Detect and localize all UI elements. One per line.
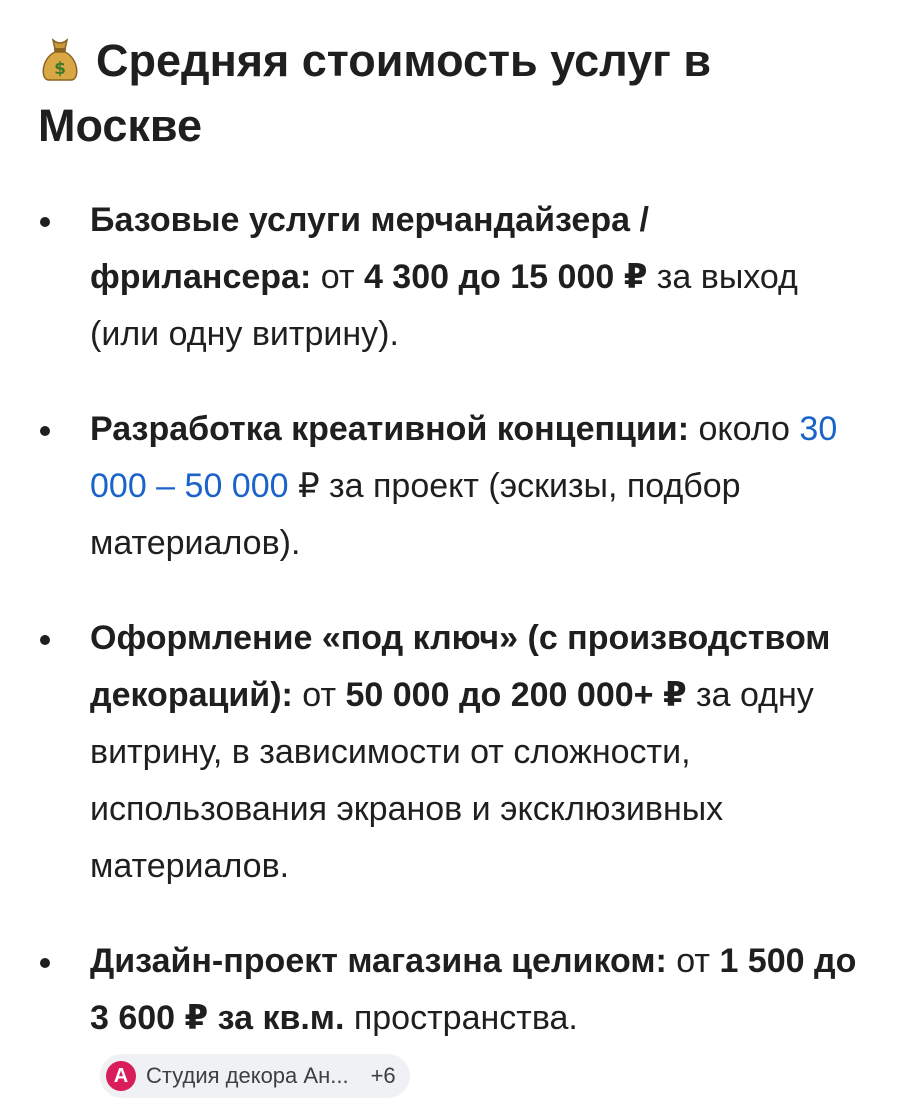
item-title: Разработка креативной концепции:	[90, 410, 690, 448]
source-chip-label: Студия декора Ан...	[146, 1063, 349, 1088]
bullet-dot	[40, 635, 50, 645]
list-item	[38, 610, 860, 895]
bullet-dot	[40, 958, 50, 968]
item-price: 4 300 до 15 000 ₽	[363, 258, 648, 296]
price-link[interactable]: 30 000 – 50 000	[90, 410, 838, 505]
list-item	[38, 192, 860, 363]
item-title: Базовые услуги мерчандайзера / фрилансера:	[90, 201, 649, 296]
price-list	[38, 192, 860, 1104]
item-price: 1 500 до 3 600 ₽ за кв.м.	[90, 942, 857, 1037]
heading-text: Средняя стоимость услуг в Москве	[38, 35, 712, 151]
section-heading	[38, 28, 798, 158]
list-item	[38, 933, 860, 1104]
money-bag-icon	[38, 36, 82, 82]
item-connector: около	[689, 410, 800, 448]
bullet-dot	[40, 426, 50, 436]
list-item	[38, 401, 860, 572]
svg-text:$: $	[54, 59, 66, 79]
item-price: 50 000 до 200 000+ ₽	[345, 676, 687, 714]
item-connector: от	[666, 942, 720, 980]
item-description: ₽ за проект (эскизы, подбор материалов).	[90, 467, 741, 562]
item-title: Дизайн-проект магазина целиком:	[90, 942, 667, 980]
item-description: за выход (или одну витрину).	[90, 258, 798, 353]
source-more-count: +6	[370, 1063, 396, 1088]
item-description: пространства.	[344, 999, 578, 1037]
source-logo-icon: А	[106, 1061, 136, 1091]
source-chip[interactable]	[100, 1054, 410, 1098]
bullet-dot	[40, 217, 50, 227]
item-connector: от	[311, 258, 364, 296]
item-description: за одну витрину, в зависимости от сложности, использования экранов и эксклюзивных материалов.	[90, 676, 814, 885]
item-title: Оформление «под ключ» (с производством декораций):	[90, 619, 831, 714]
item-connector: от	[292, 676, 346, 714]
